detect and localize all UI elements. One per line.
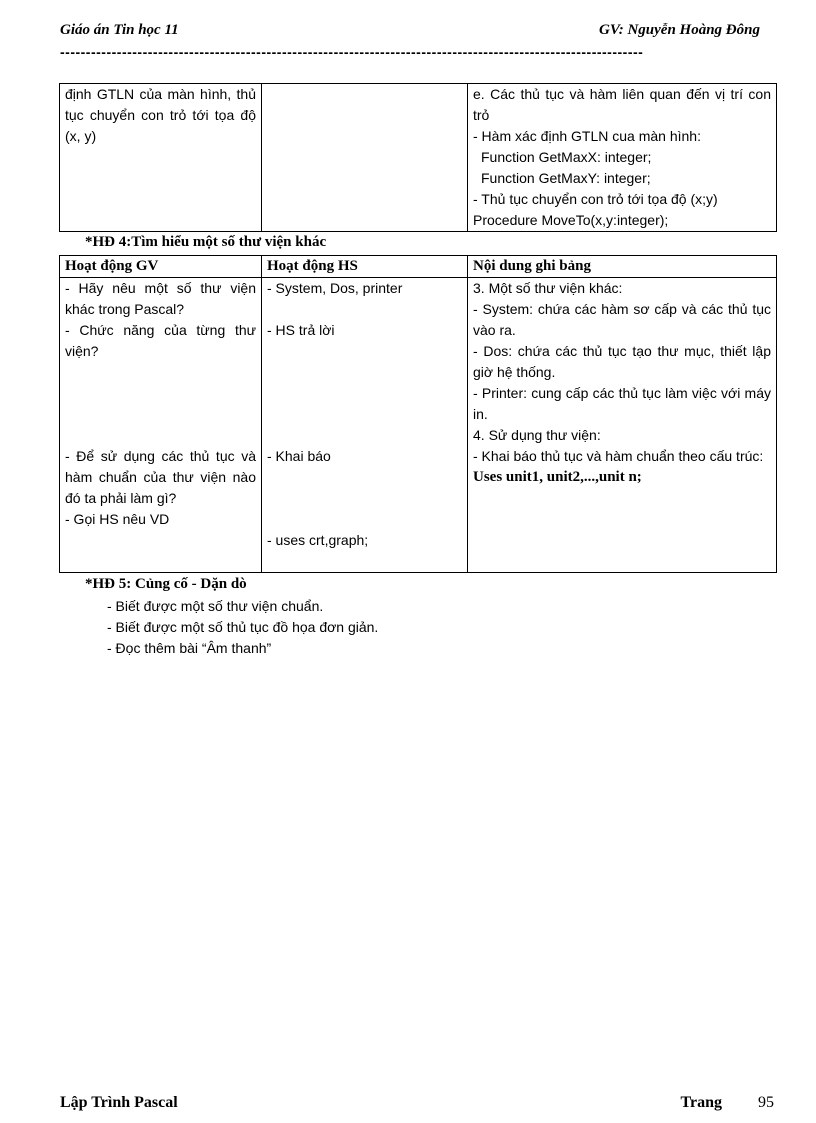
header-teacher: GV: Nguyễn Hoàng Đông xyxy=(599,22,760,38)
col-header-hs: Hoạt động HS xyxy=(262,256,468,278)
content-line: Procedure MoveTo(x,y:integer); xyxy=(473,212,669,228)
content-line: Function GetMaxY: integer; xyxy=(481,170,651,186)
content-line: - Hàm xác định GTLN cua màn hình: xyxy=(473,128,701,144)
list-item: - Đọc thêm bài “Âm thanh” xyxy=(107,640,272,656)
activity-table xyxy=(59,255,777,573)
content-line: Function GetMaxX: integer; xyxy=(481,149,652,165)
hs-line: - System, Dos, printer xyxy=(267,280,403,296)
footer-title: Lập Trình Pascal xyxy=(60,1094,178,1111)
section-5-list xyxy=(107,596,378,659)
gv-line: - Hãy nêu một số thư viện khác trong Pascal? xyxy=(65,280,256,317)
gv-text: định GTLN của màn hình, thủ tục chuyển con trỏ tới tọa độ (x, y) xyxy=(65,86,256,144)
hs-cell xyxy=(262,84,468,232)
header-course: Giáo án Tin học 11 xyxy=(60,22,179,38)
content-line: - System: chứa các hàm sơ cấp và các thủ tục vào ra. xyxy=(473,301,771,338)
hs-line: - Khai báo xyxy=(267,448,331,464)
section-5-title: *HĐ 5: Củng cố - Dặn dò xyxy=(85,576,247,592)
content-cell xyxy=(468,84,777,232)
list-item: - Biết được một số thủ tục đồ họa đơn giản. xyxy=(107,619,379,635)
content-line: - Khai báo thủ tục và hàm chuẩn theo cấu trúc: xyxy=(473,448,764,464)
content-line: e. Các thủ tục và hàm liên quan đến vị trí con trỏ xyxy=(473,86,771,123)
footer-page xyxy=(681,1094,774,1112)
page-label: Trang xyxy=(680,1094,722,1111)
gv-line: - Để sử dụng các thủ tục và hàm chuẩn của thư viện nào đó ta phải làm gì? xyxy=(65,448,256,506)
content-cell xyxy=(468,278,777,573)
uses-syntax: Uses unit1, unit2,...,unit n; xyxy=(473,469,642,485)
gv-line: - Gọi HS nêu VD xyxy=(65,511,170,527)
header-rule: ----------------------------------------------------------------------------------------------------------------- xyxy=(60,44,644,60)
col-header-gv: Hoạt động GV xyxy=(60,256,262,278)
gv-line: - Chức năng của từng thư viện? xyxy=(65,322,256,359)
content-line: 4. Sử dụng thư viện: xyxy=(473,427,601,443)
content-line: - Printer: cung cấp các thủ tục làm việc với máy in. xyxy=(473,385,771,422)
content-table-continued xyxy=(59,83,777,232)
gv-cell xyxy=(60,278,262,573)
list-item: - Biết được một số thư viện chuẩn. xyxy=(107,598,324,614)
hs-cell xyxy=(262,278,468,573)
hs-line: - HS trả lời xyxy=(267,322,335,338)
col-header-nd: Nội dung ghi bảng xyxy=(468,256,777,278)
page-number: 95 xyxy=(758,1094,774,1111)
hs-line: - uses crt,graph; xyxy=(267,532,369,548)
content-line: - Thủ tục chuyển con trỏ tới tọa độ (x;y) xyxy=(473,191,718,207)
content-line: 3. Một số thư viện khác: xyxy=(473,280,623,296)
content-line: - Dos: chứa các thủ tục tạo thư mục, thiết lập giờ hệ thống. xyxy=(473,343,771,380)
section-4-title: *HĐ 4:Tìm hiểu một số thư viện khác xyxy=(85,234,327,250)
gv-cell xyxy=(60,84,262,232)
